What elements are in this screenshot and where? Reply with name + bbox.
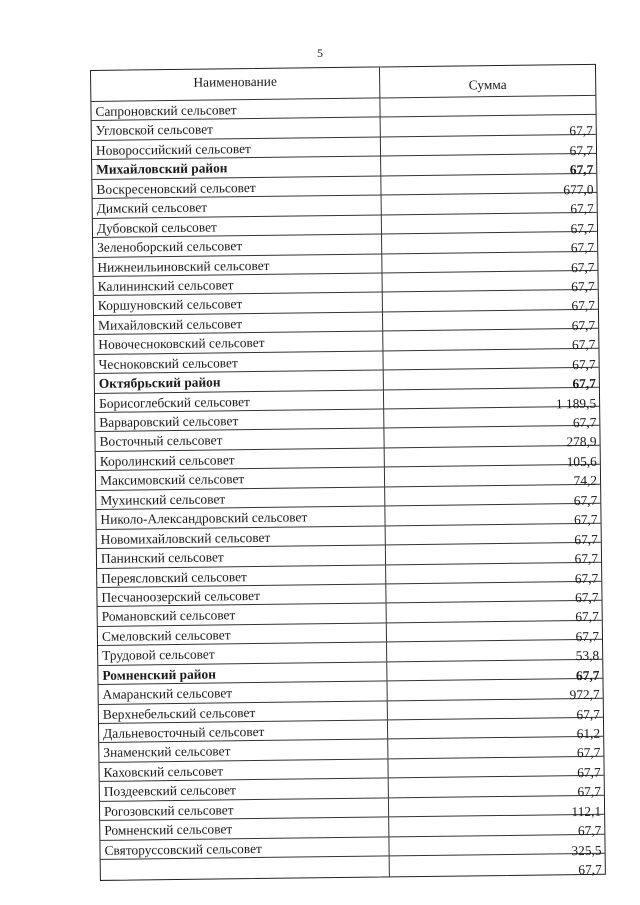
row-name: Песчаноозерский сельсовет — [97, 584, 386, 606]
row-sum: 67,7 — [574, 570, 599, 586]
row-name: Максимовский сельсовет — [96, 468, 385, 490]
row-sum: 67,7 — [574, 550, 599, 567]
row-name: Королинский сельсовет — [96, 448, 385, 470]
row-name: Нижнеильиновский сельсовет — [93, 254, 382, 276]
row-sum: 67,7 — [570, 201, 594, 217]
row-sum: 67,7 — [569, 142, 594, 159]
row-name: Мухинский сельсовет — [96, 487, 385, 509]
row-sum: 67,7 — [572, 356, 596, 372]
row-name: Ромненский сельсовет — [100, 818, 389, 840]
row-name: Воскресеновский сельсовет — [92, 176, 381, 198]
row-name: Новочесноковский сельсовет — [94, 332, 383, 354]
row-sum: 67,7 — [570, 220, 595, 236]
row-name: Ромненский район — [98, 662, 387, 684]
row-name: Коршуновский сельсовет — [94, 293, 383, 315]
row-sum: 67,7 — [570, 239, 595, 256]
name-column-header: Наименование — [91, 67, 380, 101]
row-name: Новороссийский сельсовет — [92, 137, 381, 159]
row-name: Николо-Александровский сельсовет — [96, 507, 385, 529]
row-name: Новомихайловский сельсовет — [97, 526, 386, 548]
row-sum: 53,8 — [575, 648, 600, 664]
row-sum: 67,7 — [571, 337, 596, 353]
row-name: Переясловский сельсовет — [97, 565, 386, 587]
row-name: Чесноковский сельсовет — [94, 351, 383, 373]
sum-column-header: Сумма — [468, 76, 507, 93]
row-sum: 67,7 — [569, 123, 593, 139]
row-sum: 1 189,5 — [555, 395, 597, 411]
row-sum: 67,7 — [576, 745, 601, 761]
row-sum: 67,7 — [575, 628, 600, 644]
row-name: Знаменский сельсовет — [99, 740, 388, 762]
row-name — [101, 856, 390, 879]
row-name: Романовский сельсовет — [98, 604, 387, 626]
row-name: Димский сельсовет — [93, 196, 382, 218]
budget-table — [90, 64, 606, 881]
row-sum: 61,2 — [576, 725, 601, 742]
row-sum: 67,7 — [574, 531, 598, 547]
row-sum: 67,7 — [575, 667, 600, 683]
row-sum: 67,7 — [571, 298, 596, 314]
row-name: Дальневосточный сельсовет — [99, 720, 388, 742]
row-name: Михайловский район — [92, 157, 381, 179]
row-sum: 67,7 — [577, 784, 601, 800]
page-number: 5 — [317, 46, 323, 60]
row-sum: 67,7 — [575, 609, 599, 625]
row-sum: 67,7 — [577, 822, 602, 839]
row-name: Амаранский сельсовет — [99, 682, 388, 704]
row-name: Варваровский сельсовет — [95, 409, 384, 431]
row-name: Верхнебельский сельсовет — [99, 701, 388, 723]
row-sum: 67,7 — [576, 706, 600, 722]
row-sum: 67,7 — [570, 259, 595, 275]
row-sum: 67,7 — [571, 278, 595, 295]
row-sum: 677,0 — [563, 181, 594, 197]
row-sum: 67,7 — [574, 512, 598, 528]
row-name: Смеловский сельсовет — [98, 623, 387, 645]
row-name: Восточный сельсовет — [95, 429, 384, 451]
row-name: Святоруссовский сельсовет — [100, 837, 389, 859]
row-sum: 67,7 — [578, 861, 602, 878]
row-name: Дубовской сельсовет — [93, 215, 382, 237]
row-name: Михайловский сельсовет — [94, 312, 383, 334]
row-sum: 972,7 — [569, 686, 600, 703]
row-name: Трудовой сельсовет — [98, 643, 387, 665]
table-body — [91, 96, 604, 880]
row-name: Каховский сельсовет — [99, 759, 388, 781]
row-name: Поздеевский сельсовет — [100, 779, 389, 801]
row-sum: 112,1 — [571, 803, 602, 819]
row-sum: 67,7 — [572, 375, 596, 392]
row-sum: 105,6 — [566, 453, 597, 470]
row-sum: 74,2 — [573, 473, 598, 489]
row-name: Октябрьский район — [95, 371, 384, 393]
row-sum: 278,9 — [566, 434, 597, 450]
row-sum: 67,7 — [573, 492, 598, 508]
row-name: Калининский сельсовет — [94, 273, 383, 295]
row-sum: 67,7 — [569, 162, 594, 178]
row-sum: 325,5 — [571, 842, 602, 858]
row-sum: 67,7 — [574, 589, 599, 606]
row-name: Панинский сельсовет — [97, 545, 386, 567]
row-name: Зеленоборский сельсовет — [93, 235, 382, 257]
row-sum — [380, 96, 595, 117]
row-name: Борисоглебский сельсовет — [95, 390, 384, 412]
row-name: Сапроновский сельсовет — [91, 98, 380, 120]
row-name: Угловской сельсовет — [92, 118, 381, 140]
row-name: Рогозовский сельсовет — [100, 798, 389, 820]
row-sum: 67,7 — [571, 317, 596, 333]
row-sum: 67,7 — [572, 414, 597, 431]
row-sum: 67,7 — [577, 764, 601, 780]
